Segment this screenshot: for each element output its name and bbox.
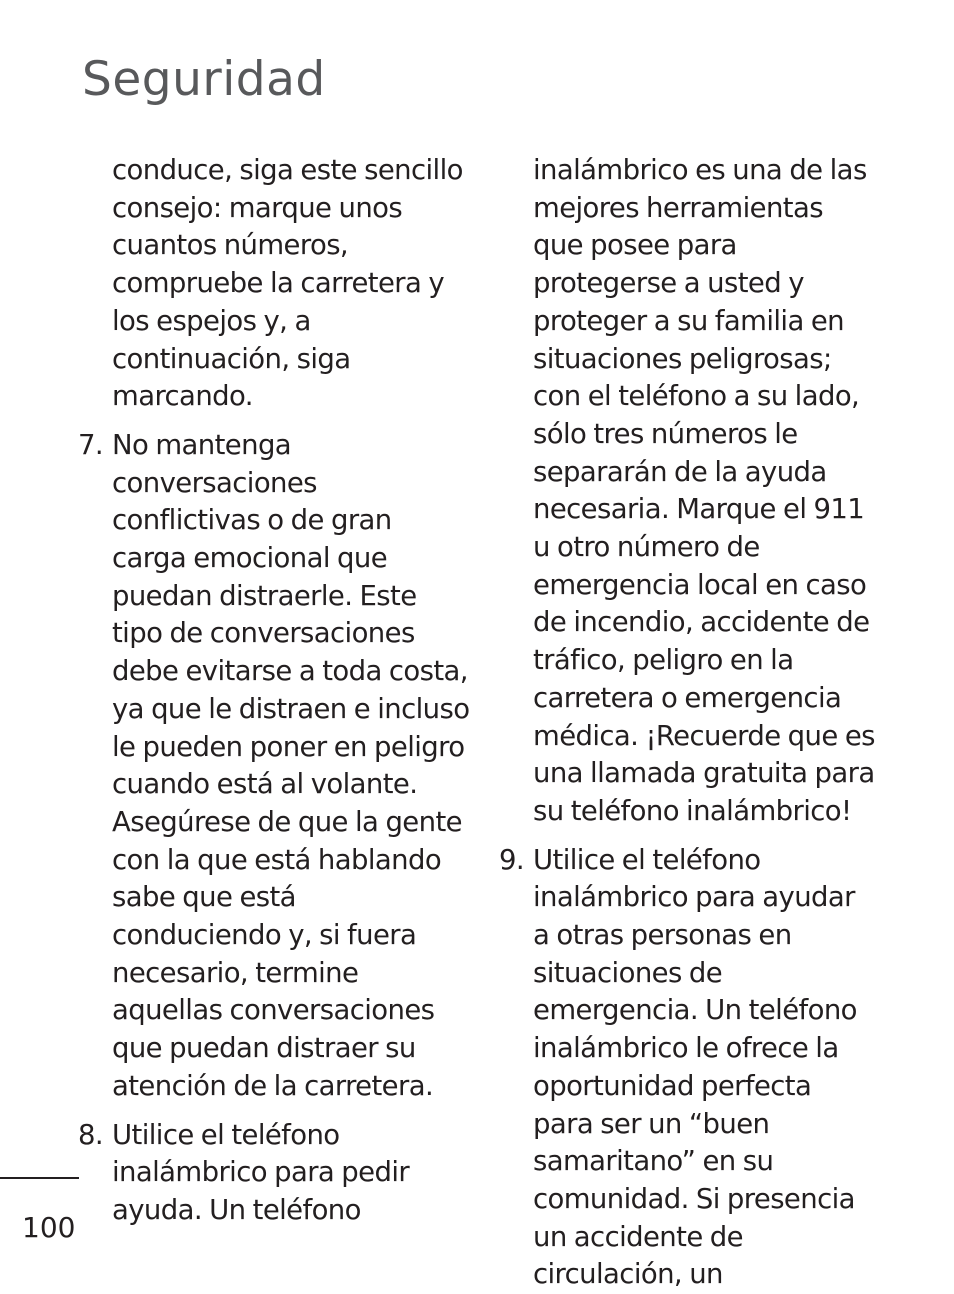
list-item-text: Utilice el teléfono inalámbrico para pedir ayuda. Un teléfono bbox=[112, 1118, 410, 1226]
right-column bbox=[499, 152, 878, 1294]
list-item-9 bbox=[499, 842, 878, 1294]
list-item-text: Utilice el teléfono inalámbrico para ayudar a otras personas en situaciones de emergencia. Un teléfono inalámbrico le ofrece la oportunidad perfecta para ser un “buen samaritano” en su comunidad. Si presencia un accidente de circulación, un bbox=[533, 843, 857, 1291]
footer-rule bbox=[0, 1177, 79, 1179]
list-item-number: 9. bbox=[499, 843, 525, 876]
list-item-number: 8. bbox=[78, 1118, 104, 1151]
page-title: Seguridad bbox=[82, 52, 326, 107]
page-number: 100 bbox=[22, 1211, 76, 1244]
list-item-text: No mantenga conversaciones conflictivas o de gran carga emocional que puedan distraerle. Este tipo de conversaciones debe evitarse a toda costa, ya que le distraen e incluso le pueden poner en peligro cuando está al volante. Asegúrese de que la gente con la que está hablando sabe que está conduciendo y, si fuera necesario, termine aquellas conversaciones que puedan distraer su atención de la carretera. bbox=[112, 428, 470, 1102]
list-item-7 bbox=[78, 427, 472, 1106]
left-column bbox=[78, 152, 472, 1230]
continuation-paragraph: conduce, siga este sencillo consejo: marque unos cuantos números, compruebe la carretera y los espejos y, a continuación, siga marcando. bbox=[112, 154, 463, 413]
list-item-8 bbox=[78, 1117, 472, 1230]
continuation-paragraph: inalámbrico es una de las mejores herramientas que posee para protegerse a usted y proteger a su familia en situaciones peligrosas; con el teléfono a su lado, sólo tres números le separarán de la ayuda necesaria. Marque el 911 u otro número de emergencia local en caso de incendio, accidente de tráfico, peligro en la carretera o emergencia médica. ¡Recuerde que es una llamada gratuita para su teléfono inalámbrico! bbox=[533, 154, 875, 827]
list-item-number: 7. bbox=[78, 428, 104, 461]
